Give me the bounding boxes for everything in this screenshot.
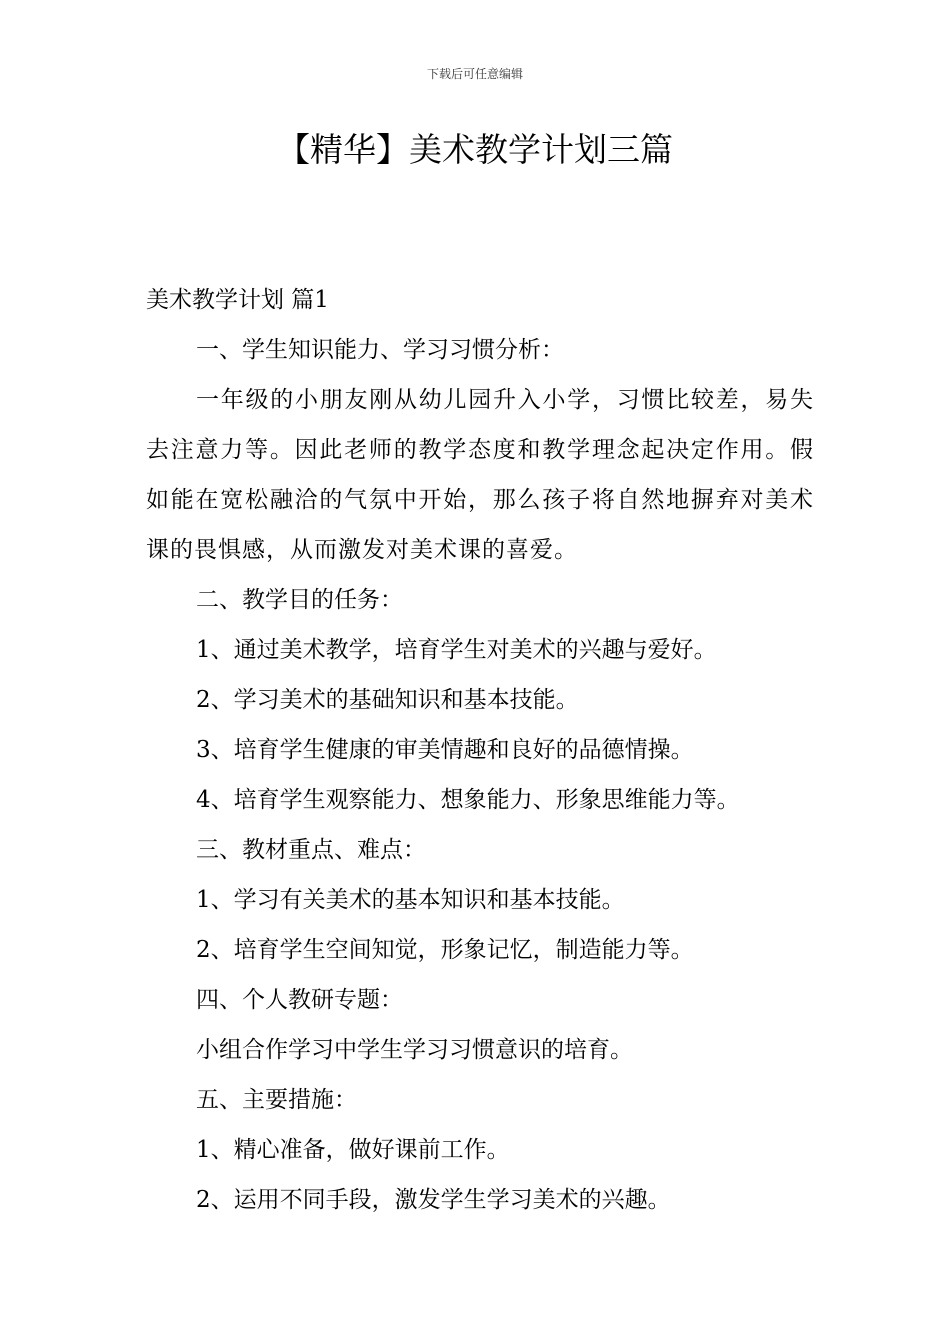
heading-key-points: 三、教材重点、难点： <box>196 837 426 863</box>
list-item: 2、运用不同手段，激发学生学习美术的兴趣。 <box>196 1187 671 1213</box>
heading-student-analysis: 一、学生知识能力、学习习惯分析： <box>196 337 564 363</box>
list-item: 1、通过美术教学，培育学生对美术的兴趣与爱好。 <box>196 637 717 663</box>
list-item: 4、培育学生观察能力、想象能力、形象思维能力等。 <box>196 787 740 813</box>
research-topic-text: 小组合作学习中学生学习习惯意识的培育。 <box>196 1037 633 1063</box>
paragraph-student-analysis: 一年级的小朋友刚从幼儿园升入小学，习惯比较差，易失去注意力等。因此老师的教学态度和教学理念起决定作用。假如能在宽松融洽的气氛中开始，那么孩子将自然地摒弃对美术课的畏惧感，从而激发对美术课的喜爱。 <box>146 387 814 563</box>
heading-teaching-goals: 二、教学目的任务： <box>196 587 403 613</box>
document-body <box>146 275 814 1225</box>
list-item: 2、学习美术的基础知识和基本技能。 <box>196 687 579 713</box>
header-note: 下载后可任意编辑 <box>426 67 523 81</box>
list-item: 3、培育学生健康的审美情趣和良好的品德情操。 <box>196 737 694 763</box>
list-item: 1、精心准备，做好课前工作。 <box>196 1137 510 1163</box>
list-item: 1、学习有关美术的基本知识和基本技能。 <box>196 887 625 913</box>
heading-research-topic: 四、个人教研专题： <box>196 987 403 1013</box>
page-title: 【精华】美术教学计划三篇 <box>277 130 673 169</box>
heading-main-measures: 五、主要措施： <box>196 1087 357 1113</box>
section-heading: 美术教学计划 篇1 <box>146 287 329 313</box>
list-item: 2、培育学生空间知觉，形象记忆，制造能力等。 <box>196 937 694 963</box>
